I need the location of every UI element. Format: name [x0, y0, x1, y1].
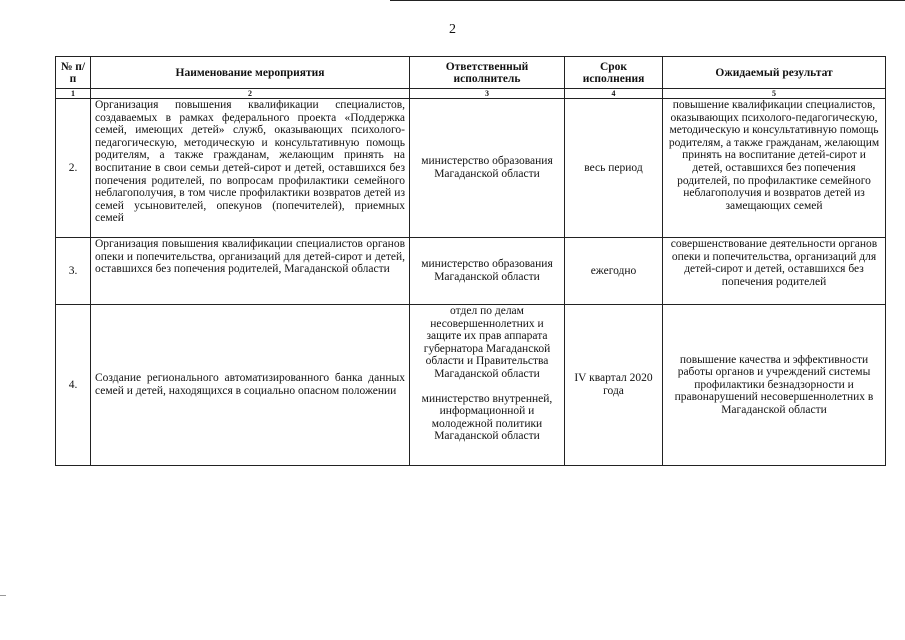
- event-term: IV квартал 2020 года: [565, 305, 663, 466]
- header-name: Наименование мероприятия: [91, 57, 410, 89]
- column-number: 4: [565, 89, 663, 99]
- table-row: [56, 238, 886, 305]
- event-executor-cell: [410, 305, 565, 466]
- events-table: [55, 56, 886, 466]
- row-number: 2.: [56, 99, 91, 238]
- event-result: повышение качества и эффективности работы органов и учреждений системы профилактики безнадзорности и правонарушений несовершеннолетних в Магаданской области: [663, 305, 886, 466]
- event-name: Организация повышения квалификации специалистов, создаваемых в рамках федерального проекта «Поддержка семей, имеющих детей» служб, оказывающих психолого-педагогическую, методическую и консультативную помощь родителям, а также гражданам, желающим принять на воспитание в свои семьи детей-сирот и детей, оставшихся без попечения родителей, по вопросам профилактики семейного неблагополучия, в том числе профилактики возвратов детей из семей усыновителей, опекунов (попечителей), приемных семей: [91, 99, 410, 238]
- page-number: 2: [449, 22, 456, 37]
- column-number: 2: [91, 89, 410, 99]
- header-term: Срок исполнения: [565, 57, 663, 89]
- header-result: Ожидаемый результат: [663, 57, 886, 89]
- top-border-line: [390, 0, 905, 1]
- header-executor: Ответственный исполнитель: [410, 57, 565, 89]
- column-numbers-row: [56, 89, 886, 99]
- table-row: [56, 305, 886, 466]
- row-number: 4.: [56, 305, 91, 466]
- event-result: повышение квалификации специалистов, оказывающих психолого-педагогическую, методическую и консультативную помощь родителям, а также гражданам, желающим принять на воспитание детей-сирот и детей, оставшихся без попечения родителей, по профилактике семейного неблагополучия и возвратов детей из замещающих семей: [663, 99, 886, 238]
- event-executor: министерство образования Магаданской области: [410, 238, 565, 305]
- event-term: ежегодно: [565, 238, 663, 305]
- executor-spacer: [414, 381, 560, 393]
- row-number: 3.: [56, 238, 91, 305]
- header-num: № п/п: [56, 57, 91, 89]
- table-row: [56, 99, 886, 238]
- event-name: Создание регионального автоматизированного банка данных семей и детей, находящихся в социально опасном положении: [91, 305, 410, 466]
- event-executor-primary: отдел по делам несовершеннолетних и защите их прав аппарата губернатора Магаданской области и Правительства Магаданской области: [423, 305, 551, 380]
- scan-margin-mark: [0, 595, 6, 596]
- column-number: 5: [663, 89, 886, 99]
- event-name: Организация повышения квалификации специалистов органов опеки и попечительства, организаций для детей-сирот и детей, оставшихся без попечения родителей, Магаданской области: [91, 238, 410, 305]
- event-executor-secondary: министерство внутренней, информационной и молодежной политики Магаданской области: [421, 392, 553, 443]
- event-result: совершенствование деятельности органов опеки и попечительства, организаций для детей-сирот и детей, оставшихся без попечения родителей: [663, 238, 886, 305]
- column-number: 3: [410, 89, 565, 99]
- event-term: весь период: [565, 99, 663, 238]
- column-number: 1: [56, 89, 91, 99]
- table-header-row: [56, 57, 886, 89]
- event-executor: министерство образования Магаданской области: [410, 99, 565, 238]
